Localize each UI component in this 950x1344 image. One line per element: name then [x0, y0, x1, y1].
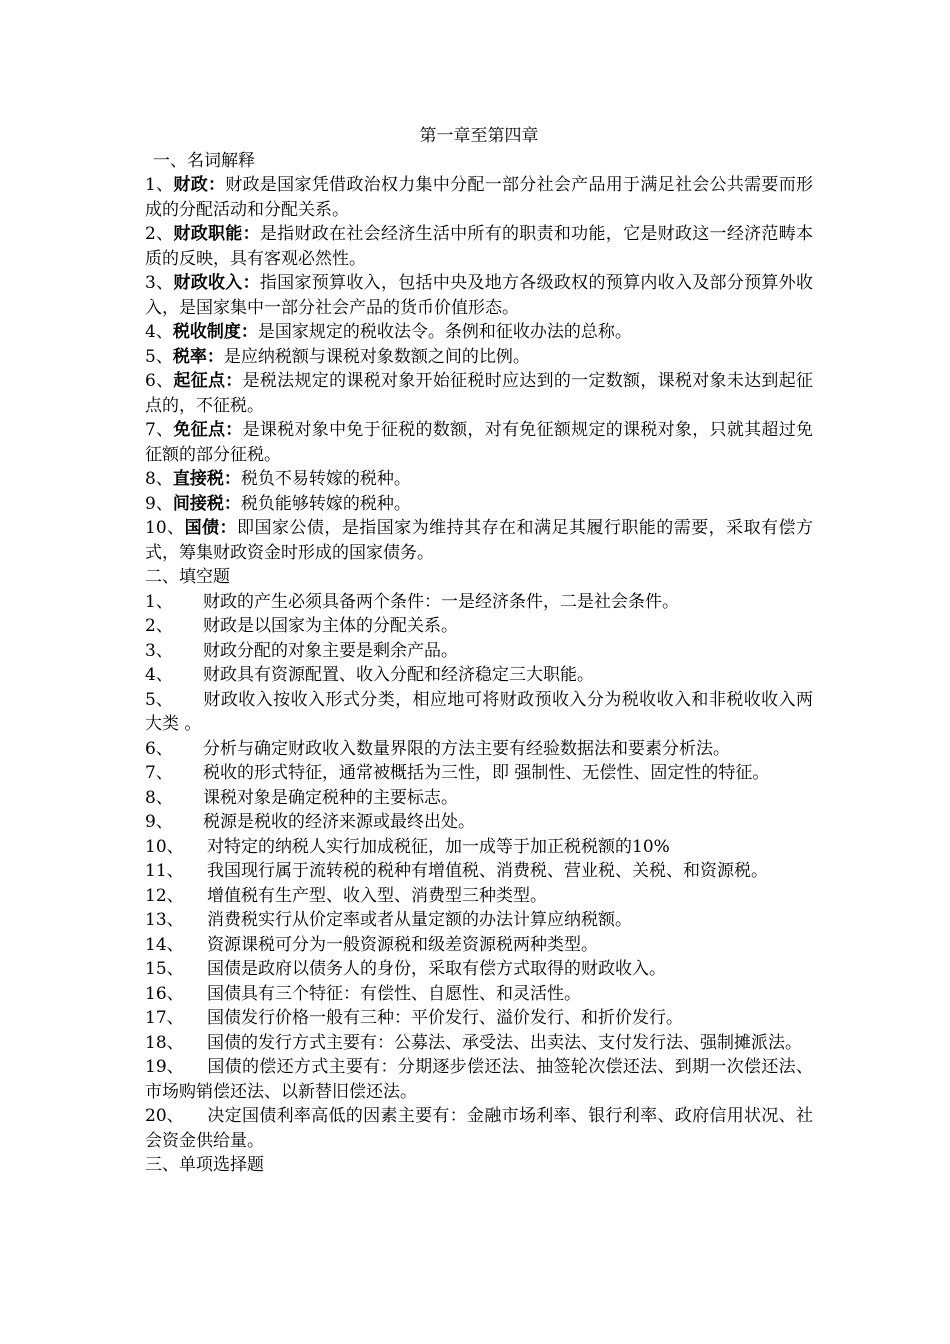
item-number: 6、 [145, 371, 174, 391]
term-name: 财政收入： [173, 273, 260, 293]
term-text: 即国家公债，是指国家为维持其存在和满足其履行职能的需要，采取有偿方式，筹集财政资金时形成的国家债务。 [145, 518, 814, 563]
item-text: 国债的发行方式主要有：公募法、承受法、出卖法、支付发行法、强制摊派法。 [207, 1032, 802, 1053]
term-text: 指国家预算收入，包括中央及地方各级政权的预算内收入及部分预算外收入，是国家集中一部分社会产品的货币价值形态。 [145, 273, 814, 318]
term-definition [145, 369, 813, 418]
item-number: 3、 [145, 273, 174, 293]
term-definition [145, 467, 813, 492]
term-text: 税负不易转嫁的税种。 [240, 469, 411, 489]
fill-blank-item [145, 786, 813, 811]
item-text: 财政具有资源配置、收入分配和经济稳定三大职能。 [203, 665, 594, 685]
item-number: 20、 [145, 1106, 184, 1126]
terms-list [145, 173, 813, 565]
term-name: 国债： [184, 518, 237, 538]
item-text: 增值税有生产型、收入型、消费型三种类型。 [207, 885, 547, 906]
item-number: 3、 [145, 640, 173, 661]
term-definition [145, 516, 813, 565]
item-number: 14、 [145, 934, 184, 955]
fill-blank-item [145, 908, 813, 933]
term-text: 是课税对象中免于征税的数额，对有免征额规定的课税对象，只就其超过免征额的部分征税。 [145, 420, 814, 465]
term-text: 财政是国家凭借政治权力集中分配一部分社会产品用于满足社会公共需要而形成的分配活动和分配关系。 [145, 175, 813, 220]
item-text: 国债发行价格一般有三种：平价发行、溢价发行、和折价发行。 [207, 1008, 683, 1028]
item-number: 13、 [145, 910, 184, 930]
item-number: 11、 [145, 861, 184, 881]
term-definition [145, 173, 813, 222]
item-number: 5、 [145, 346, 173, 367]
term-text: 是税法规定的课税对象开始征税时应达到的一定数额，课税对象未达到起征点的，不征税。 [145, 371, 814, 416]
fill-blank-item [145, 1006, 813, 1031]
item-number: 2、 [145, 616, 173, 636]
section-heading-fill-blank: 二、填空题 [145, 567, 230, 587]
term-name: 起征点： [173, 371, 243, 391]
term-name: 财政职能： [173, 224, 260, 244]
fill-blank-item [145, 663, 813, 688]
item-number: 8、 [145, 787, 173, 808]
item-text: 消费税实行从价定率或者从量定额的办法计算应纳税额。 [207, 910, 632, 930]
fill-blank-item [145, 859, 813, 884]
item-number: 19、 [145, 1057, 184, 1077]
item-text: 决定国债利率高低的因素主要有：金融市场利率、银行利率、政府信用状况、社会资金供给量。 [145, 1106, 813, 1151]
fill-blank-item [145, 810, 813, 835]
item-number: 18、 [145, 1032, 184, 1053]
term-name: 免征点： [173, 420, 243, 440]
term-text: 是应纳税额与课税对象数额之间的比例。 [223, 346, 530, 367]
item-number: 12、 [145, 885, 184, 906]
item-text: 财政分配的对象主要是剩余产品。 [203, 640, 458, 661]
term-definition [145, 271, 813, 320]
item-text: 财政的产生必须具备两个条件：一是经济条件，二是社会条件。 [203, 591, 679, 612]
item-number: 9、 [145, 812, 173, 832]
item-text: 税收的形式特征，通常被概括为三性，即 强制性、无偿性、固定性的特征。 [203, 763, 770, 783]
fill-blank-item [145, 688, 813, 737]
item-number: 10、 [145, 836, 184, 857]
item-number: 7、 [145, 763, 173, 783]
term-name: 财政： [173, 175, 226, 195]
item-number: 1、 [145, 591, 173, 612]
item-text: 国债是政府以债务人的身份，采取有偿方式取得的财政收入。 [207, 959, 666, 979]
term-definition [145, 320, 813, 345]
term-name: 税收制度： [172, 322, 258, 342]
term-text: 是指财政在社会经济生活中所有的职责和功能，它是财政这一经济范畴本质的反映，具有客观必然性。 [145, 224, 814, 269]
section-heading-terms: 一、名词解释 [153, 150, 255, 171]
item-text: 国债具有三个特征：有偿性、自愿性、和灵活性。 [207, 983, 581, 1004]
fill-blank-item [145, 1055, 813, 1104]
fill-blank-item [145, 957, 813, 982]
section-heading-single-choice: 三、单项选择题 [145, 1155, 264, 1175]
item-number: 17、 [145, 1008, 184, 1028]
item-number: 9、 [145, 493, 173, 514]
item-number: 15、 [145, 959, 184, 979]
fill-blank-item [145, 614, 813, 639]
fill-blank-item [145, 1031, 813, 1056]
item-text: 财政收入按收入形式分类，相应地可将财政预收入分为税收收入和非税收收入两大类 。 [145, 689, 813, 734]
fill-blank-item [145, 590, 813, 615]
item-text: 财政是以国家为主体的分配关系。 [203, 616, 458, 636]
term-name: 间接税： [172, 493, 241, 514]
item-number: 4、 [145, 665, 173, 685]
term-definition [145, 345, 813, 370]
item-text: 资源课税可分为一般资源税和级差资源税两种类型。 [207, 934, 598, 955]
item-text: 课税对象是确定税种的主要标志。 [203, 787, 458, 808]
item-text: 分析与确定财政收入数量界限的方法主要有经验数据法和要素分析法。 [203, 738, 730, 759]
item-number: 4、 [145, 322, 173, 342]
fill-blank-item [145, 761, 813, 786]
item-text: 我国现行属于流转税的税种有增值税、消费税、营业税、关税、和资源税。 [207, 861, 768, 881]
fill-blank-item [145, 639, 813, 664]
fill-blank-item [145, 1104, 813, 1153]
item-text: 国债的偿还方式主要有：分期逐步偿还法、抽签轮次偿还法、到期一次偿还法、市场购销偿还法、以新替旧偿还法。 [145, 1057, 813, 1102]
item-number: 10、 [145, 518, 185, 538]
fill-blank-list [145, 590, 813, 1154]
item-text: 对特定的纳税人实行加成税征，加一成等于加正税税额的10% [207, 836, 670, 857]
item-number: 1、 [145, 175, 174, 195]
item-number: 7、 [145, 420, 174, 440]
term-text: 税负能够转嫁的税种。 [240, 493, 411, 514]
fill-blank-item [145, 835, 813, 860]
term-text: 是国家规定的税收法令。条例和征收办法的总称。 [257, 322, 632, 342]
item-text: 税源是税收的经济来源或最终出处。 [203, 812, 475, 832]
term-name: 税率： [172, 346, 224, 367]
item-number: 8、 [145, 469, 173, 489]
term-name: 直接税： [172, 469, 241, 489]
document-page [145, 124, 813, 1178]
term-definition [145, 418, 813, 467]
item-number: 16、 [145, 983, 184, 1004]
item-number: 5、 [145, 689, 173, 710]
fill-blank-item [145, 884, 813, 909]
item-number: 6、 [145, 738, 173, 759]
fill-blank-item [145, 982, 813, 1007]
term-definition [145, 222, 813, 271]
fill-blank-item [145, 737, 813, 762]
item-number: 2、 [145, 224, 174, 244]
term-definition [145, 492, 813, 517]
fill-blank-item [145, 933, 813, 958]
document-title: 第一章至第四章 [419, 126, 539, 146]
